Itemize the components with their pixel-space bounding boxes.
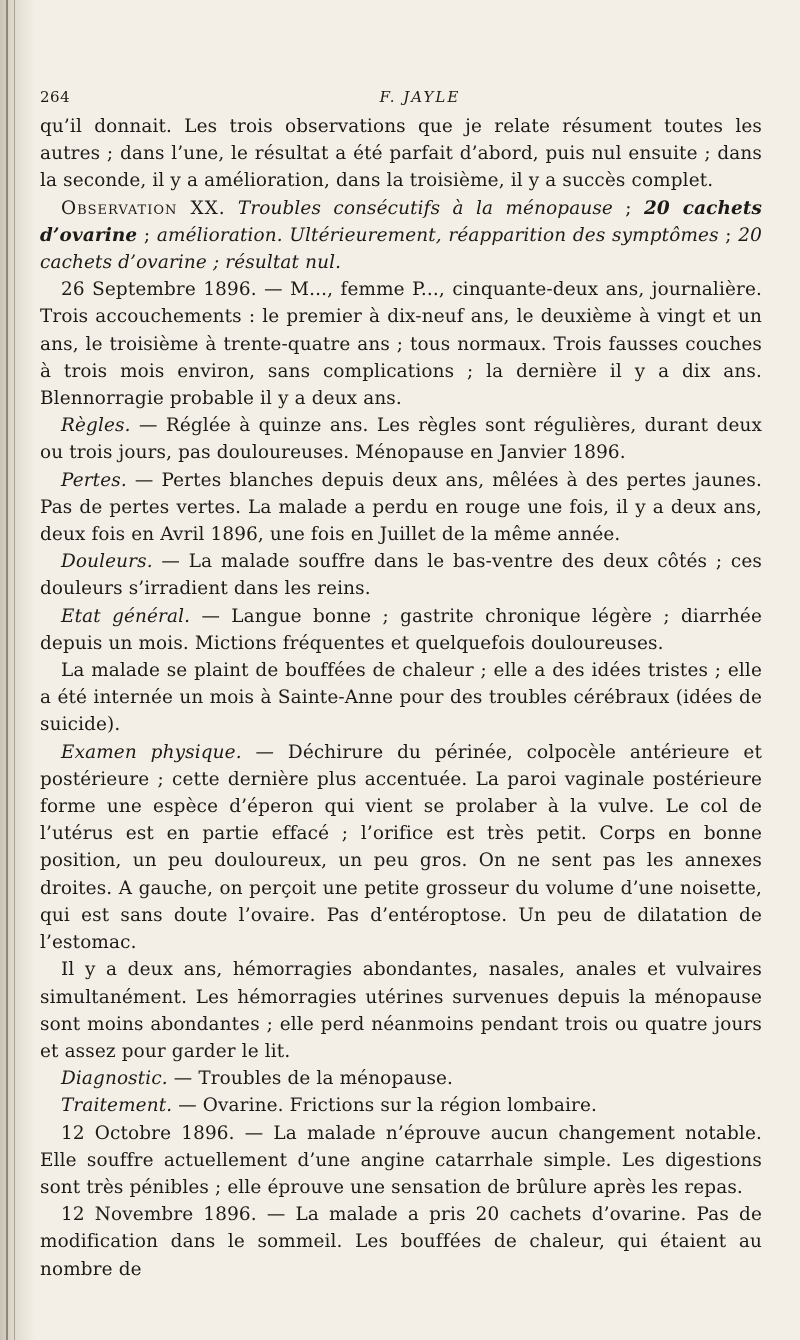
page-header (40, 88, 760, 112)
section-label: Diagnostic. (61, 1068, 168, 1090)
paragraph-bouffees: La malade se plaint de bouffées de chaleur ; elle a des idées tristes ; elle a été internée un mois à Sainte-Anne pour des troubles cérébraux (idées de suicide). (40, 660, 762, 736)
paragraph-diagnostic (40, 1065, 762, 1092)
paragraph-regles (40, 412, 762, 466)
section-label: Règles. (61, 415, 131, 437)
observation-title-a: Troubles consécutifs à la ménopause (237, 197, 613, 219)
section-label: Examen physique. (61, 741, 242, 763)
observation-title-d: 20 cachets d’ovarine ; résultat nul. (40, 224, 762, 274)
separator: ; (718, 224, 739, 246)
observation-title-c: amélioration. Ultérieurement, réapparition des symptômes (156, 224, 719, 246)
section-text: — Troubles de la ménopause. (167, 1068, 454, 1090)
paragraph-octobre: 12 Octobre 1896. — La malade n’éprouve aucun changement notable. Elle souffre actuellement d’une angine catarrhale simple. Les digestions sont très pénibles ; elle éprouve une sensation de brûlure après les repas. (40, 1122, 762, 1198)
paragraph-etat-general (40, 603, 762, 657)
observation-title-b: 20 cachets d’ovarine (40, 197, 763, 246)
paragraph-hemorragies: Il y a deux ans, hémorragies abondantes, nasales, anales et vulvaires simultanément. Les hémorragies utérines survenues depuis la ménopause sont moins abondantes ; elle perd néanmoins pendant trois ou quatre jours et assez pour garder le lit. (40, 959, 762, 1062)
section-text: — Langue bonne ; gastrite chronique légère ; diarrhée depuis un mois. Mictions fréquentes et quelquefois douloureuses. (40, 605, 762, 654)
paragraph-douleurs (40, 548, 762, 602)
section-text: — Réglée à quinze ans. Les règles sont régulières, durant deux ou trois jours, pas douloureuses. Ménopause en Janvier 1896. (40, 415, 762, 464)
paragraph-traitement (40, 1092, 762, 1119)
section-text: — La malade souffre dans le bas-ventre des deux côtés ; ces douleurs s’irradient dans les reins. (40, 551, 762, 600)
book-gutter (0, 0, 36, 1340)
paragraph-pertes (40, 467, 762, 549)
paragraph-intro: qu’il donnait. Les trois observations que je relate résument toutes les autres ; dans l’une, le résultat a été parfait d’abord, puis nul ensuite ; dans la seconde, il y a amélioration, dans la troisième, il y a succès complet. (40, 116, 762, 192)
page-body (40, 113, 762, 1283)
page-number: 264 (40, 88, 71, 106)
section-text: — Ovarine. Frictions sur la région lombaire. (172, 1095, 598, 1117)
section-label: Pertes. (61, 469, 127, 491)
section-label: Traitement. (61, 1095, 173, 1117)
running-head: F. JAYLE (379, 88, 461, 106)
paragraph-novembre: 12 Novembre 1896. — La malade a pris 20 cachets d’ovarine. Pas de modification dans le sommeil. Les bouffées de chaleur, qui étaient au nombre de (40, 1204, 762, 1280)
observation-heading (40, 195, 762, 277)
section-text: — Déchirure du périnée, colpocèle antérieure et postérieure ; cette dernière plus accentuée. La paroi vaginale postérieure forme une espèce d’éperon qui vient se prolaber à la vulve. Le col de l’utérus est en partie effacé ; l’orifice est très petit. Corps en bonne position, un peu douloureux, un peu gros. On ne sent pas les annexes droites. A gauche, on perçoit une petite grosseur du volume d’une noisette, qui est sans doute l’ovaire. Pas d’entéroptose. Un peu de dilatation de l’estomac. (40, 741, 762, 954)
paragraph-history: 26 Septembre 1896. — M..., femme P..., cinquante-deux ans, journalière. Trois accouchements : le premier à dix-neuf ans, le deuxième à vingt et un ans, le troisième à trente-quatre ans ; tous normaux. Trois fausses couches à trois mois environ, sans complications ; la dernière il y a dix ans. Blennorragie probable il y a deux ans. (40, 279, 762, 410)
separator: ; (137, 224, 157, 246)
separator: ; (612, 197, 644, 219)
paragraph-examen (40, 739, 762, 957)
section-label: Etat général. (61, 605, 191, 627)
observation-label: Observation XX. (61, 197, 226, 219)
section-text: — Pertes blanches depuis deux ans, mêlées à des pertes jaunes. Pas de pertes vertes. La malade a perdu en rouge une fois, il y a deux ans, deux fois en Avril 1896, une fois en Juillet de la même année. (40, 469, 762, 546)
section-label: Douleurs. (61, 551, 153, 573)
